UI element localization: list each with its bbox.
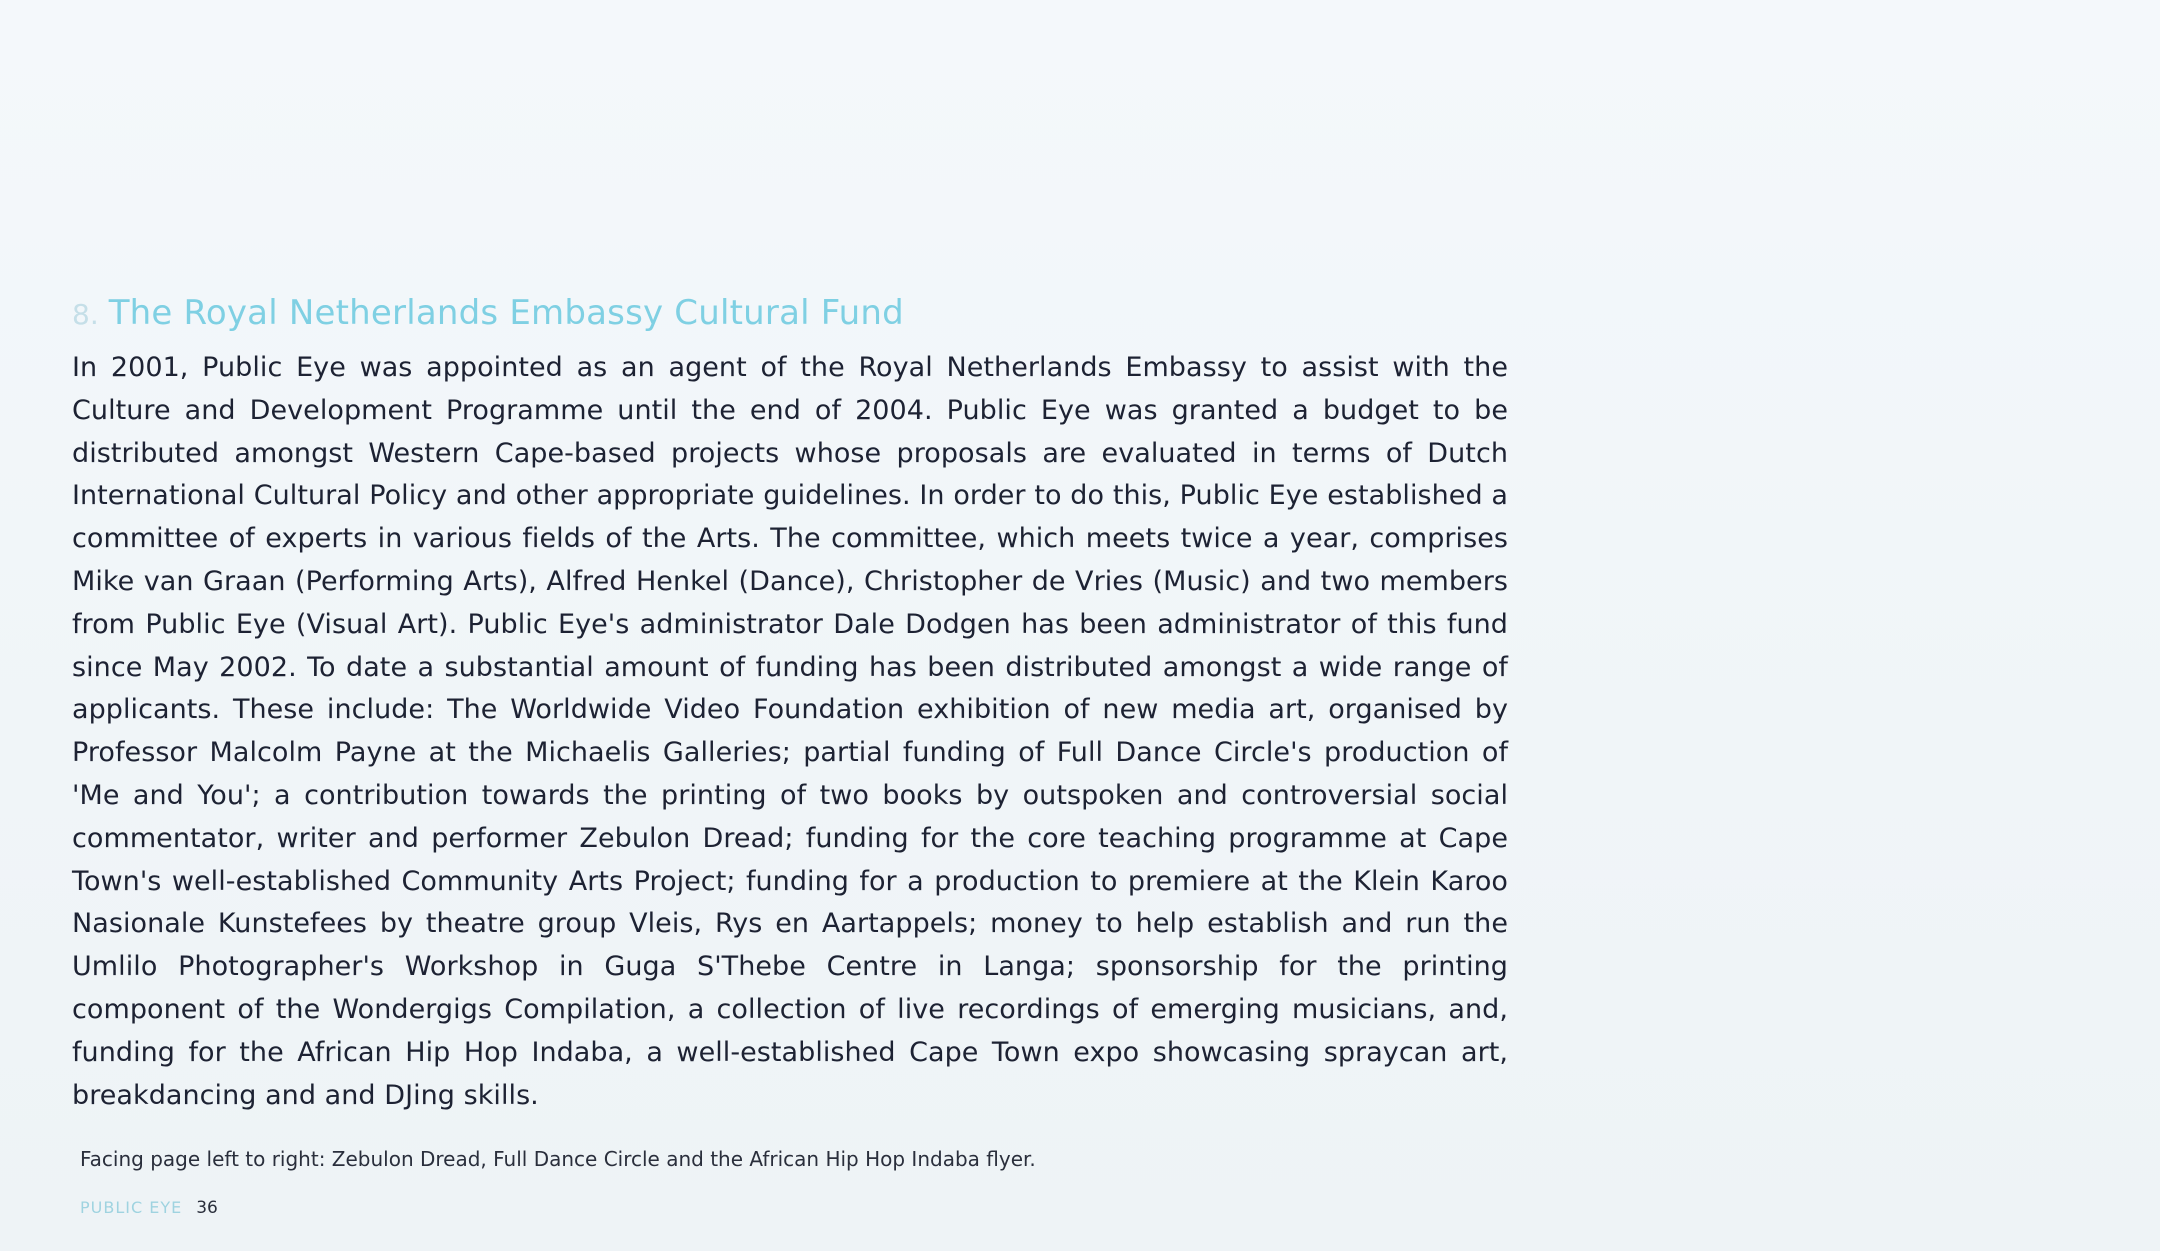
section-heading bbox=[72, 293, 904, 333]
publication-name: PUBLIC EYE bbox=[80, 1198, 183, 1217]
body-paragraph: In 2001, Public Eye was appointed as an agent of the Royal Netherlands Embassy to assist with the Culture and Development Programme until the end of 2004. Public Eye was granted a budget to be distributed amongst Western Cape-based projects whose proposals are evaluated in terms of Dutch International Cultural Policy and other appropriate guidelines. In order to do this, Public Eye established a committee of experts in various fields of the Arts. The committee, which meets twice a year, comprises Mike van Graan (Performing Arts), Alfred Henkel (Dance), Christopher de Vries (Music) and two members from Public Eye (Visual Art). Public Eye's administrator Dale Dodgen has been administrator of this fund since May 2002. To date a substantial amount of funding has been distributed amongst a wide range of applicants. These include: The Worldwide Video Foundation exhibition of new media art, organised by Professor Malcolm Payne at the Michaelis Galleries; partial funding of Full Dance Circle's production of 'Me and You'; a contribution towards the printing of two books by outspoken and controversial social commentator, writer and performer Zebulon Dread; funding for the core teaching programme at Cape Town's well-established Community Arts Project; funding for a production to premiere at the Klein Karoo Nasionale Kunstefees by theatre group Vleis, Rys en Aartappels; money to help establish and run the Umlilo Photographer's Workshop in Guga S'Thebe Centre in Langa; sponsorship for the printing component of the Wondergigs Compilation, a collection of live recordings of emerging musicians, and, funding for the African Hip Hop Indaba, a well-established Cape Town expo showcasing spraycan art, breakdancing and and DJing skills. bbox=[72, 352, 1508, 1111]
section-title: The Royal Netherlands Embassy Cultural Fund bbox=[108, 293, 904, 333]
page-number: 36 bbox=[196, 1198, 218, 1218]
page-footer bbox=[80, 1198, 218, 1218]
image-caption: Facing page left to right: Zebulon Dread, Full Dance Circle and the African Hip Hop Indaba flyer. bbox=[80, 1147, 1036, 1171]
section-number: 8. bbox=[72, 298, 99, 331]
